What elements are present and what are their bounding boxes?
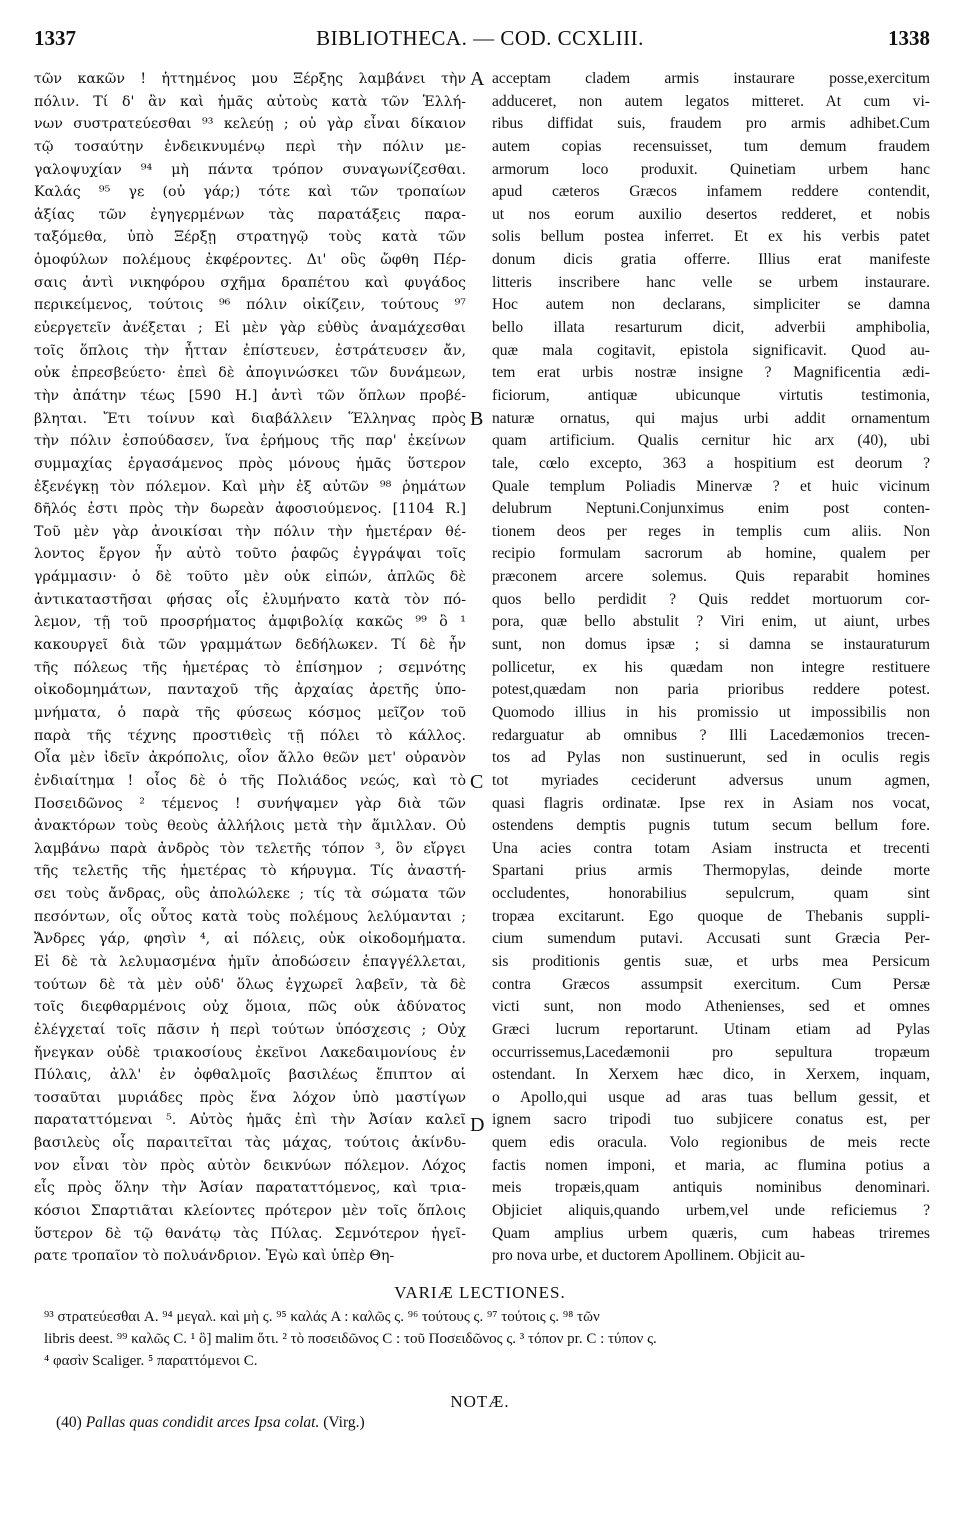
margin-letter-a: A xyxy=(470,68,485,90)
greek-text-line: παρὰ τῆς τέχνης προστιθεὶς τῇ πόλει τὸ κάλλος. xyxy=(34,727,466,744)
variant-reading-line: ⁴ φασὶν Scaliger. ⁵ παραττόμενοι C. xyxy=(44,1353,258,1369)
greek-text-line: ὕστερον δὲ τῷ θανάτῳ τὰς Πύλας. Σεμνότερον ἡγεῖ- xyxy=(34,1225,466,1242)
greek-text-line: ὁμοφύλων πολέμους ἐκφέροντες. Δι' οὓς ὤφθη Πέρ- xyxy=(34,252,466,269)
running-title: BIBLIOTHECA. — COD. CCXLIII. xyxy=(316,26,644,50)
greek-text-line: Τοῦ μὲν γὰρ ἀνοικίσαι τὴν πόλιν τὴν ἡμετέραν θέ- xyxy=(34,523,466,540)
greek-text-line: ἐξενέγκῃ τὸν πόλεμον. Καὶ μὴν ἐξ αὐτῶν ⁹⁸ ῥημάτων xyxy=(34,478,466,495)
variae-lectiones-heading: VARIÆ LECTIONES. xyxy=(394,1283,566,1302)
latin-text-line: o Apollo,qui usque ad aras tuas bellum gessit, et xyxy=(492,1088,930,1106)
greek-text-line: τῶν κακῶν ! ἡττημένος μου Ξέρξης λαμβάνει τὴν xyxy=(34,71,466,87)
greek-text-line: τοῖς ὅπλοις τὴν ἧτταν ἐπίστευεν, ἐστράτευσεν ἄν, xyxy=(34,342,466,359)
latin-text-line: ficiorum, antiquæ ubicunque virtutis testimonia, xyxy=(492,386,930,404)
latin-text-line: factis nomen imponi, et maria, ac flumina potius a xyxy=(492,1156,930,1174)
latin-text-line: cium sumendum putavi. Accusati sunt Græcia Per- xyxy=(492,930,930,948)
greek-text-line: οὐκ ἐπρεσβεύετο· ἐπεὶ δὲ ἀπογινώσκει τῶν δυνάμεων, xyxy=(34,365,466,382)
margin-letter-c: C xyxy=(470,771,484,793)
latin-text-line: potest,quædam non paria prioribus reddere potest. xyxy=(492,681,930,699)
greek-text-line: τῆς τελετῆς τῆς ἡμετέρας τὸ κήρυγμα. Τίς ἀναστή- xyxy=(34,863,466,880)
running-header xyxy=(30,26,930,56)
greek-text-line: οἰκοδομημάτων, πανταχοῦ τῆς ἀρχαίας ἀρετῆς ὑπο- xyxy=(34,682,466,699)
note-40 xyxy=(56,1414,365,1432)
latin-text-line: tropæa excitarunt. Ego quoque de Thebanis suppli- xyxy=(492,907,930,925)
variant-reading-line: ⁹³ στρατεύεσθαι A. ⁹⁴ μεγαλ. καὶ μὴ ς. ⁹⁵ καλάς A : καλῶς ς. ⁹⁶ τούτους ς. ⁹⁷ τούτοις ς. ⁹⁸ τῶν xyxy=(44,1309,600,1325)
latin-text-line: tot myriades ceciderunt adversus unum agmen, xyxy=(492,771,930,789)
latin-text-line: quam artificium. Qualis cernitur hic arx (40), ubi xyxy=(492,432,930,450)
greek-text-line: νον εἶναι τὸν πρὸς αὐτὸν δεικνύων πόλεμον. Λόχος xyxy=(34,1157,466,1174)
greek-text-line: Εἰ δὲ τὰ λελυμασμένα ἡμῖν ἀποδώσειν ἐπαγγέλλεται, xyxy=(34,953,466,970)
greek-text-line: συμμαχίας ἐργασάμενος πρὸς μόνους ἡμᾶς ὕστερον xyxy=(34,455,466,472)
greek-text-line: ταξόμεθα, ὑπὸ Ξέρξῃ στρατηγῷ τοὺς κατὰ τῶν xyxy=(34,229,466,246)
latin-text-line: meis tropæis,quam antiquis nominibus denominari. xyxy=(492,1179,930,1197)
latin-text-line: præconem arcere solemus. Quis reparabit homines xyxy=(492,568,930,586)
greek-text-line: σει τοὺς ἄνδρας, οὓς ἀπολώλεκε ; τίς τὰ σώματα τῶν xyxy=(34,886,466,903)
greek-text-line: λοντος ἔργον ἦν αὐτὸ τοῦτο ῥαφῶς ἐγγράψαι τοῖς xyxy=(34,546,466,563)
greek-text-line: δῆλός ἐστι πρὸς τὴν δωρεὰν ἀφοσιούμενος. [1104 R.] xyxy=(34,501,466,518)
latin-text-line: pro nova urbe, et ductorem Apollinem. Objicit au- xyxy=(492,1247,806,1265)
latin-text-line: Quomodo illius in his promissio ut impossibilis non xyxy=(492,703,930,721)
latin-text-line: ostendens demptis pugnis tutum secum bellum fore. xyxy=(492,817,930,835)
margin-letter-d: D xyxy=(470,1114,485,1136)
latin-text-line: Objiciet aliquis,quando urbem,vel unde reficiemus ? xyxy=(492,1202,930,1220)
greek-text-line: Ποσειδῶνος ² τέμενος ! συνήψαμεν γὰρ διὰ τῶν xyxy=(34,795,466,812)
greek-text-line: ἐνδιαίτημα ! οἷος δὲ ὁ τῆς Πολιάδος νεώς, καὶ τὸ xyxy=(34,772,466,789)
greek-text-line: νων συστρατεύεσθαι ⁹³ κελεύῃ ; οὐ γὰρ εἶναι δίκαιον xyxy=(34,116,466,133)
latin-text-line: redarguatur ab omnibus ? Illi Lacedæmonios trecen- xyxy=(492,726,930,744)
greek-text-column xyxy=(34,68,466,1268)
greek-text-line: τοσαῦται μυριάδες πρὸς ἕνα λόχον ὑπὸ μαστίγων xyxy=(34,1089,466,1106)
greek-text-line: ρατε τροπαῖον τὸ πολυάνδριον. Ἐγὼ καὶ ὑπὲρ Θη- xyxy=(34,1248,395,1265)
note-number: (40) xyxy=(56,1414,82,1431)
greek-text-line: βασιλεὺς οἷς παραιτεῖται τὰς μάχας, τούτοις ἀκίνδυ- xyxy=(34,1135,466,1152)
page-number-right: 1338 xyxy=(888,26,930,50)
latin-text-line: pollicetur, ex his quædam non integre restituere xyxy=(492,658,930,676)
latin-text-line: quæ mala cogitavit, epistola significavit. Quod au- xyxy=(492,341,930,359)
latin-text-column xyxy=(492,68,930,1268)
greek-text-line: κόσιοι Σπαρτιᾶται κλείοντες πρότερον μὲν τοῖς ὅπλοις xyxy=(34,1203,466,1220)
greek-text-line: ἤνεγκαν οὐδὲ τριακοσίους ἐκεῖνοι Λακεδαιμονίους ἐν xyxy=(34,1044,466,1061)
greek-text-line: πόλιν. Τί δ' ἂν καὶ ἡμᾶς αὐτοὺς κατὰ τῶν Ἑλλή- xyxy=(34,93,466,110)
greek-text-line: λαμβάνω παρὰ ἀνδρὸς τὸν τελετῆς τόπον ³, ὃν εἴργει xyxy=(34,840,466,857)
note-source: (Virg.) xyxy=(323,1414,365,1431)
greek-text-line: Πύλαις, ἀλλ' ἐν ὀφθαλμοῖς βασιλέως ἔπιπτον αἱ xyxy=(34,1067,466,1084)
greek-text-line: περικείμενος, τούτοις ⁹⁶ πόλιν οἰκίζειν, τούτους ⁹⁷ xyxy=(34,297,466,314)
greek-text-line: μνήματα, ὁ παρὰ τῆς φύσεως κόσμος μεῖζον τοῦ xyxy=(34,704,466,721)
latin-text-line: recipio formulam sacrorum ab homine, qualem per xyxy=(492,545,930,563)
greek-text-line: Καλάς ⁹⁵ γε (οὐ γάρ;) τότε καὶ τῶν τροπαίων xyxy=(34,184,466,201)
greek-text-line: γράμμασιν· ὁ δὲ τοῦτο μὲν οὐκ εἰπών, ἁπλῶς δὲ xyxy=(34,569,466,586)
latin-text-line: tem erat urbis nostræ insigne ? Magnificentia ædi- xyxy=(492,364,930,382)
latin-text-line: solis bellum postea inferret. Et ex his verbis patet xyxy=(492,228,930,246)
greek-text-line: τῆς πόλεως τῆς ἡμετέρας τὸ ἐπίσημον ; σεμνότης xyxy=(34,659,466,676)
latin-text-line: autem copias recensuisset, tum demum fraudem xyxy=(492,137,930,155)
greek-text-line: τὴν ἀπάτην τέως [590 H.] ἀντὶ τῶν ὅπλων προβέ- xyxy=(34,387,466,404)
latin-text-line: tale, cœlo excepto, 363 a hospitium est deorum ? xyxy=(492,454,930,472)
latin-text-line: Spartani prius armis Thermopylas, deinde morte xyxy=(492,862,930,880)
latin-text-line: Græci lucrum reportarunt. Utinam etiam ad Pylas xyxy=(492,1020,930,1038)
latin-text-line: armorum loco produxit. Quinetiam urbem hanc xyxy=(492,160,930,178)
greek-text-line: ἀνακτόρων τοὺς θεοὺς ἀλλήλοις μετὰ τὴν ἅμιλλαν. Οὐ xyxy=(34,818,466,835)
latin-text-line: quasi flagris ordinatæ. Ipse rex in Asiam nos vocat, xyxy=(492,794,930,812)
margin-letter-b: B xyxy=(470,408,484,430)
latin-text-line: ignem sacro tripodi tuo subjicere conatus est, per xyxy=(492,1111,930,1129)
greek-text-line: ἀντικαταστῆσαι φήσας οἷς ἐλυμήνατο κατὰ τὸν πό- xyxy=(34,591,466,608)
latin-text-line: apud cæteros Græcos infamem reddere contendit, xyxy=(492,183,930,201)
latin-text-line: Una acies contra totam Asiam instructa et trecenti xyxy=(492,839,930,857)
latin-text-line: Quale templum Poliadis Minervæ ? et huic vicinum xyxy=(492,477,930,495)
latin-text-line: acceptam cladem armis instaurare posse,exercitum xyxy=(492,70,930,87)
latin-text-line: sis proditionis gentis suæ, et urbs mea Persicum xyxy=(492,952,930,970)
notae-heading: NOTÆ. xyxy=(450,1392,510,1411)
greek-text-line: τῷ τοσαύτην ἐνδεικνυμένῳ περὶ τὴν πόλιν με- xyxy=(34,138,466,155)
latin-text-line: pora, quæ bello abstulit ? Viri enim, ut aiunt, urbes xyxy=(492,613,930,631)
latin-text-line: victi sunt, non modo Athenienses, sed et omnes xyxy=(492,998,930,1016)
greek-text-line: Οἷα μὲν ἰδεῖν ἀκρόπολις, οἷον ἄλλο θεῶν μετ' οὐρανὸν xyxy=(34,750,466,767)
latin-text-line: bello illata resarturum dicit, adverbii amphibolia, xyxy=(492,319,930,337)
greek-text-line: Ἄνδρες γάρ, φησὶν ⁴, αἱ πόλεις, οὐκ οἰκοδομήματα. xyxy=(34,931,466,948)
latin-text-line: adduceret, non autem legatos mitteret. At cum vi- xyxy=(492,92,930,110)
latin-text-line: donum dicis gratia offerre. Illius erat manifeste xyxy=(492,251,930,269)
latin-text-line: tos ad Pylas non sustinuerunt, sed in oculis regis xyxy=(492,749,930,767)
latin-text-line: sunt, non domus ipsæ ; si damna se instauraturum xyxy=(492,636,930,654)
greek-text-line: τοῖς διεφθαρμένοις οὐχ ὅμοια, πῶς οὐκ ἀδύνατος xyxy=(34,999,466,1016)
variant-reading-line: libris deest. ⁹⁹ καλῶς C. ¹ ὃ] malim ὅτι. ² τὸ ποσειδῶνος C : τοῦ Ποσειδῶνος ς. ³ τόπον pr. C : τύπον ς. xyxy=(44,1331,657,1347)
greek-text-line: παραταττόμεναι ⁵. Αὐτὸς ἡμᾶς ἐπὶ τὴν Ἀσίαν καλεῖ xyxy=(34,1112,466,1129)
latin-text-line: contra Græcos assumpsit exercitum. Cum Persæ xyxy=(492,975,930,993)
note-text: Pallas quas condidit arces Ipsa colat. xyxy=(85,1414,320,1431)
greek-text-line: γαλοψυχίαν ⁹⁴ μὴ πάντα τρόπον συναγωνίζεσθαι. xyxy=(34,161,466,178)
greek-text-line: βληται. Ἔτι τοίνυν καὶ διαβάλλειν Ἕλληνας πρὸς xyxy=(34,410,466,427)
latin-text-line: litteris inscribere hanc velle se urbem instaurare. xyxy=(492,273,930,291)
greek-text-line: τούτων δὲ τὰ μὲν οὐδ' ὅλως ἐγχωρεῖ λαβεῖν, τὰ δὲ xyxy=(34,976,466,993)
greek-text-line: λεμον, τῇ τοῦ προσρήματος ἀμφιβολίᾳ κακῶς ⁹⁹ ὃ ¹ xyxy=(34,614,466,631)
latin-text-line: naturæ ornatus, qui majus urbi addit ornamentum xyxy=(492,409,930,427)
latin-text-line: ribus diffidat suis, fraudem pro armis adhibet.Cum xyxy=(492,115,930,133)
page-number-left: 1337 xyxy=(34,26,76,50)
greek-text-line: πεσόντων, οἷς οὗτος κατὰ τοὺς πολέμους λελύμανται ; xyxy=(34,908,466,925)
latin-text-line: Hoc autem non declarans, simpliciter se damna xyxy=(492,296,930,314)
latin-text-line: quos bello perdidit ? Quis reddet mortuorum cor- xyxy=(492,590,930,608)
latin-text-line: ut nos eorum auxilio desertos redderet, et nobis xyxy=(492,205,930,223)
latin-text-line: ostendant. In Xerxem hæc dico, in Xerxem, inquam, xyxy=(492,1066,930,1084)
latin-text-line: quem edis oracula. Volo regionibus de meis recte xyxy=(492,1134,930,1152)
greek-text-line: τὴν πόλιν ἐσπούδασεν, ἵνα ἐρήμους τῆς παρ' ἐκείνων xyxy=(34,433,466,450)
latin-text-line: occurrissemus,Lacedæmonii pro sepultura tropæum xyxy=(492,1043,930,1061)
greek-text-line: εὐεργετεῖν ἀνέξεται ; Εἰ μὲν γὰρ εὐθὺς ἀναμάχεσθαι xyxy=(34,320,466,337)
latin-text-line: delubrum Neptuni.Conjunximus enim post conten- xyxy=(492,500,930,518)
greek-text-line: ἐλέγχεταί τοῖς πᾶσιν ἡ περὶ τούτων ὑπόσχεσις ; Οὐχ xyxy=(34,1021,466,1038)
greek-text-line: ἀξίας τῶν ἐγηγερμένων τὰς παρατάξεις παρα- xyxy=(34,206,466,223)
greek-text-line: εἷς πρὸς ὅλην τὴν Ἀσίαν παραταττόμενος, καὶ τρια- xyxy=(34,1180,466,1197)
greek-text-line: κακουργεῖ διὰ τῶν γραμμάτων δεδήλωκεν. Τί δὲ ἦν xyxy=(34,637,466,654)
latin-text-line: Quam amplius urbem quæris, cum habeas triremes xyxy=(492,1224,930,1242)
greek-text-line: σαις ἀντὶ νικηφόρου σχῆμα δραπέτου καὶ φυγάδος xyxy=(34,274,466,291)
latin-text-line: occludentes, honorabilius sepulcrum, quam sint xyxy=(492,885,930,903)
latin-text-line: tionem deos per reges in templis cum aliis. Non xyxy=(492,522,930,540)
variae-lectiones xyxy=(44,1306,934,1372)
